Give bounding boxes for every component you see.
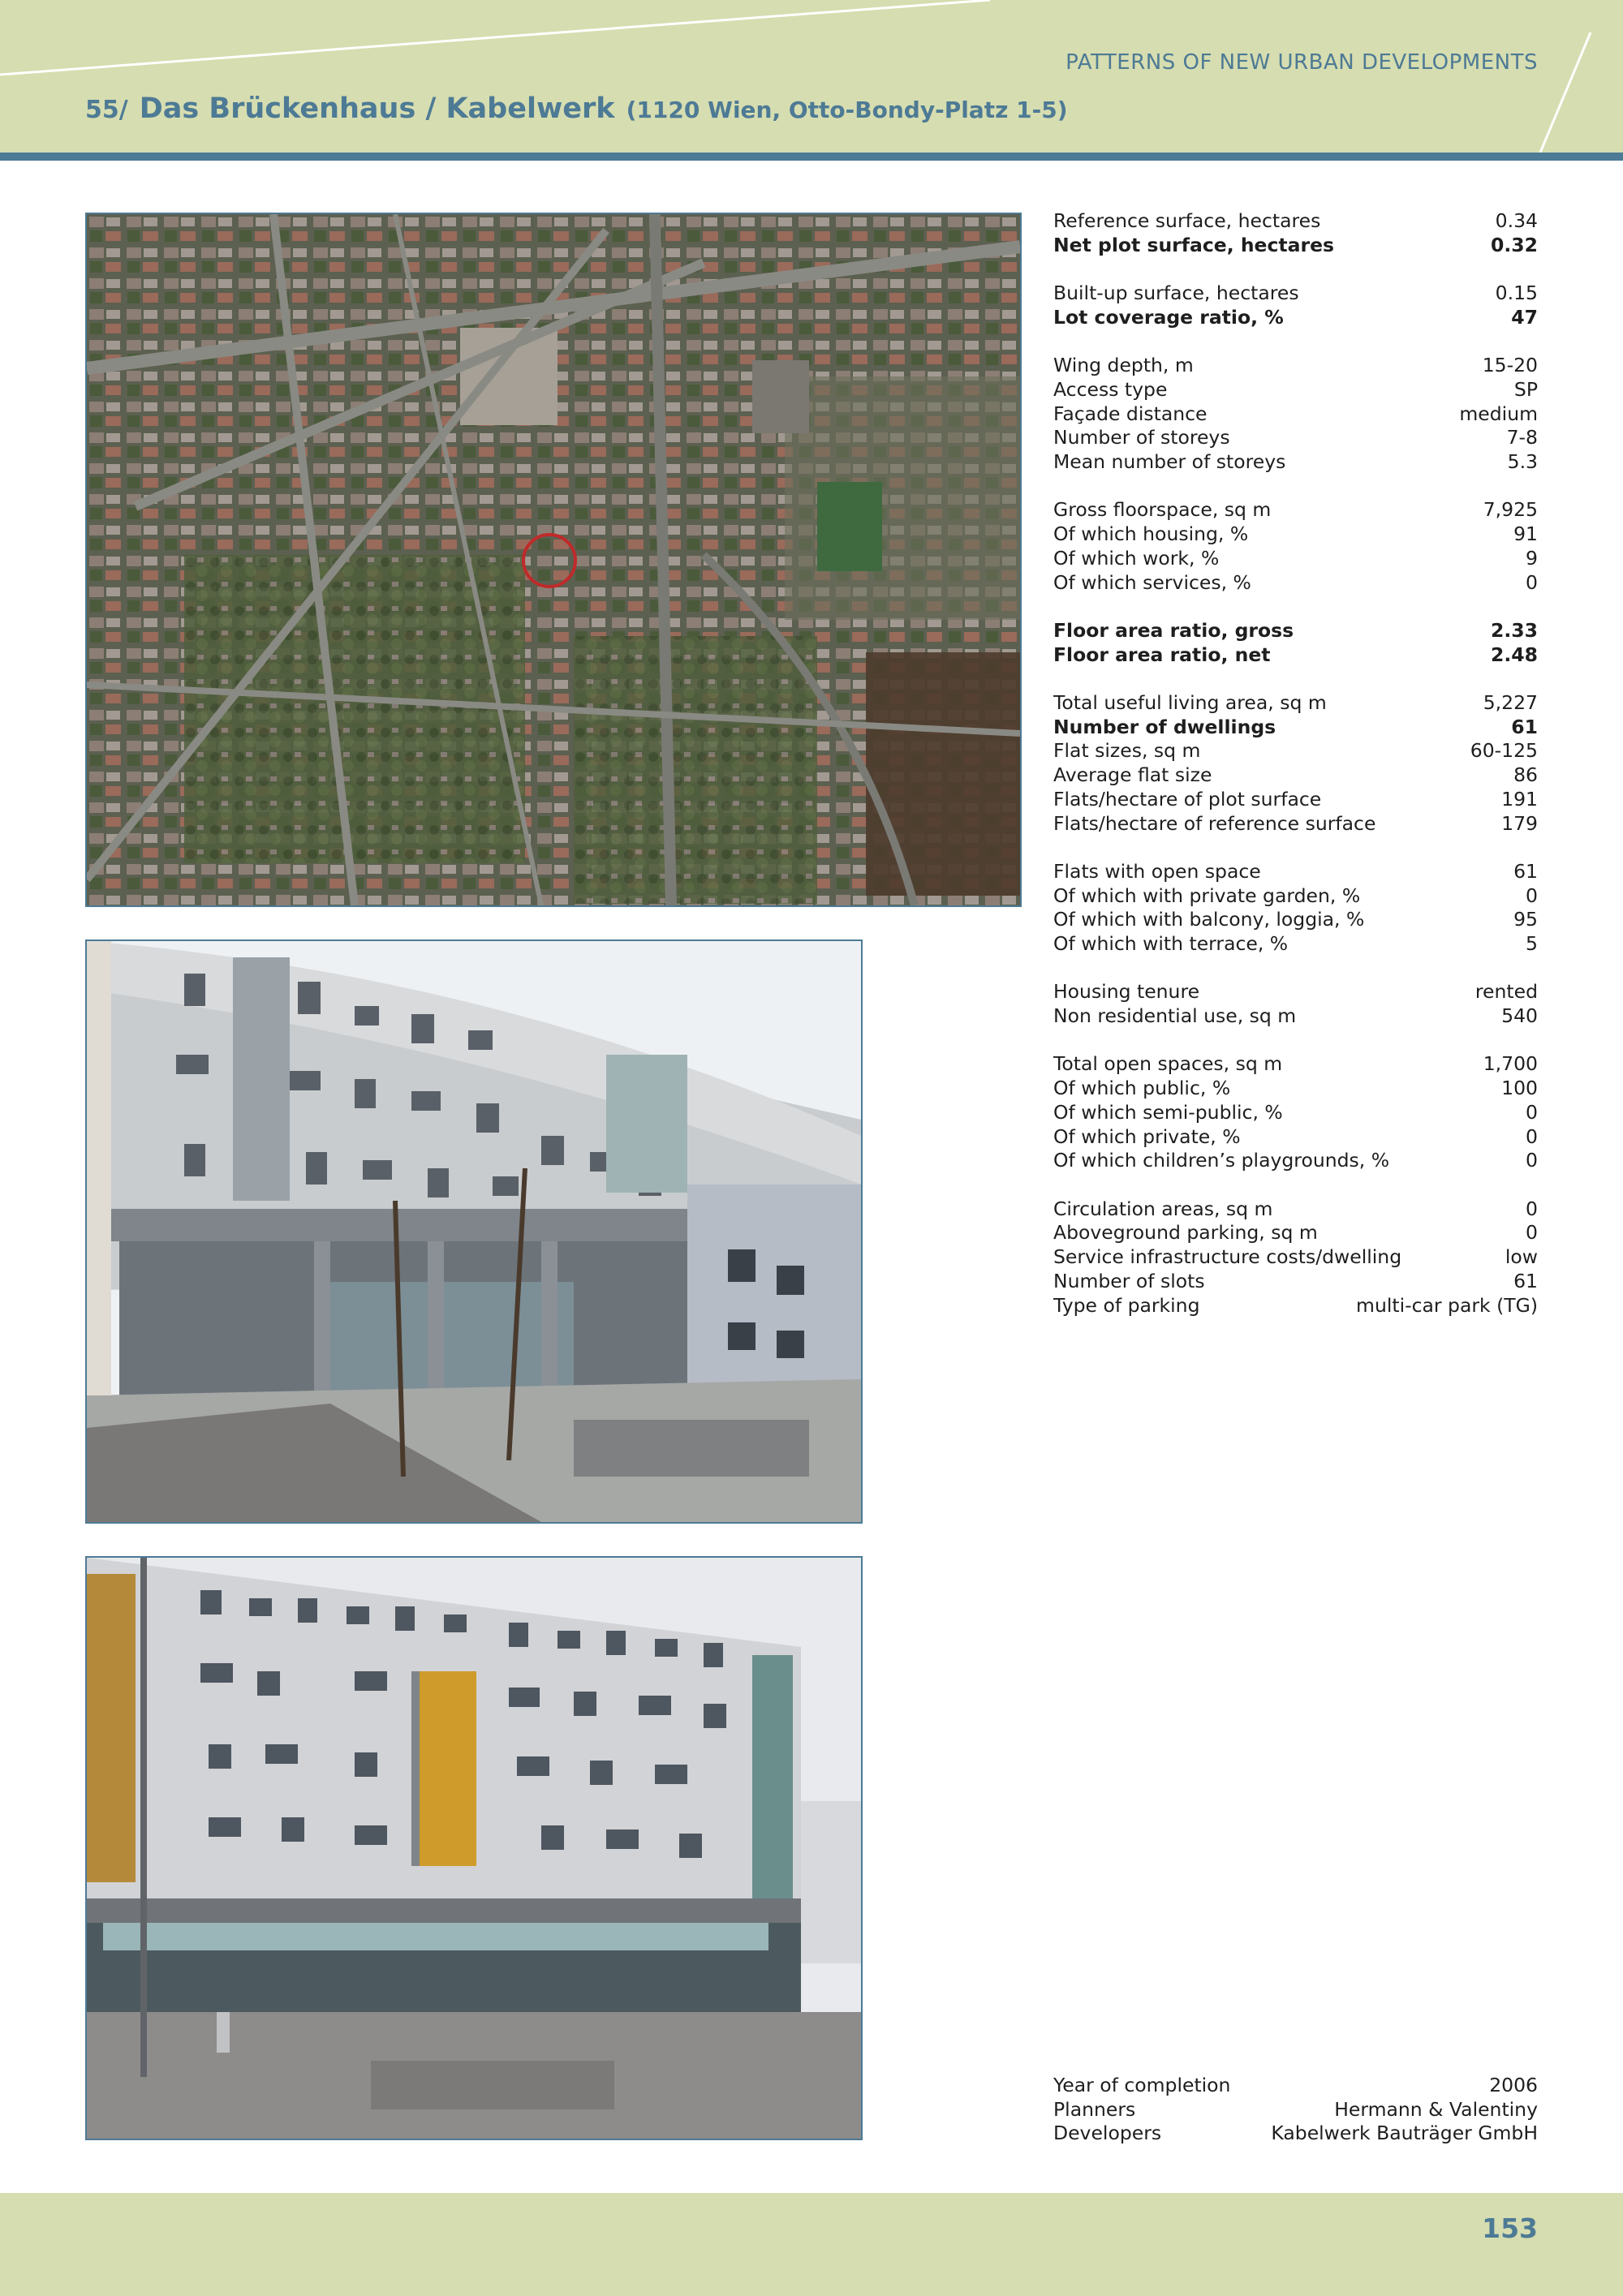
data-row <box>1053 1077 1538 1101</box>
data-value: 0.34 <box>1495 209 1538 232</box>
credit-value: 2006 <box>1489 2074 1538 2096</box>
data-table <box>1053 209 1538 1342</box>
data-label: Of which private, % <box>1053 1124 1241 1148</box>
data-value: 5,227 <box>1483 690 1538 714</box>
data-group <box>1053 282 1538 329</box>
data-value: 0 <box>1526 1197 1538 1220</box>
data-row <box>1053 1245 1538 1270</box>
data-group <box>1053 860 1538 957</box>
data-value: 95 <box>1513 908 1538 931</box>
data-value: 60-125 <box>1470 739 1538 763</box>
building-photo-2 <box>85 1556 863 2140</box>
data-value: 0 <box>1526 1100 1538 1124</box>
data-label: Total useful living area, sq m <box>1053 690 1327 714</box>
data-group <box>1053 980 1538 1028</box>
credit-row <box>1053 2122 1538 2146</box>
data-label: Of which public, % <box>1053 1077 1231 1100</box>
data-label: Number of storeys <box>1053 426 1230 449</box>
data-row <box>1053 209 1538 234</box>
data-label: Flats/hectare of reference surface <box>1053 811 1376 835</box>
data-label: Access type <box>1053 377 1168 401</box>
data-label: Non residential use, sq m <box>1053 1004 1297 1028</box>
data-row <box>1053 378 1538 402</box>
data-label: Average flat size <box>1053 763 1212 787</box>
data-group <box>1053 498 1538 595</box>
data-label: Lot coverage ratio, % <box>1053 305 1284 329</box>
credit-label: Year of completion <box>1053 2074 1231 2096</box>
data-value: 5.3 <box>1507 450 1538 473</box>
data-value: 61 <box>1511 715 1538 738</box>
data-label: Façade distance <box>1053 402 1208 425</box>
data-label: Reference surface, hectares <box>1053 209 1321 232</box>
data-row <box>1053 812 1538 836</box>
project-number: 55/ <box>85 96 128 124</box>
data-group <box>1053 619 1538 667</box>
credit-value: Kabelwerk Bauträger GmbH <box>1271 2122 1538 2145</box>
data-value: 7,925 <box>1483 498 1538 522</box>
data-value: 15-20 <box>1482 354 1538 377</box>
data-value: 61 <box>1513 859 1538 883</box>
data-value: 9 <box>1526 546 1538 570</box>
data-group <box>1053 354 1538 475</box>
data-row <box>1053 426 1538 450</box>
data-row <box>1053 498 1538 522</box>
data-group <box>1053 1197 1538 1318</box>
data-label: Net plot surface, hectares <box>1053 233 1335 256</box>
data-row <box>1053 547 1538 571</box>
data-value: 191 <box>1501 787 1538 810</box>
data-value: 0 <box>1526 1124 1538 1148</box>
credit-row <box>1053 2098 1538 2122</box>
data-label: Of which housing, % <box>1053 522 1249 546</box>
data-value: 47 <box>1511 305 1538 329</box>
data-value: 2.48 <box>1491 643 1538 666</box>
data-row <box>1053 282 1538 306</box>
data-label: Wing depth, m <box>1053 354 1194 377</box>
data-value: 2.33 <box>1491 618 1538 642</box>
data-row <box>1053 716 1538 740</box>
data-row <box>1053 884 1538 909</box>
data-label: Floor area ratio, gross <box>1053 618 1294 642</box>
credit-value: Hermann & Valentiny <box>1334 2097 1538 2121</box>
data-row <box>1053 1101 1538 1125</box>
data-row <box>1053 860 1538 884</box>
data-row <box>1053 450 1538 475</box>
data-group <box>1053 209 1538 257</box>
building-photo-1 <box>85 939 863 1524</box>
data-label: Of which work, % <box>1053 546 1220 570</box>
data-row <box>1053 1221 1538 1245</box>
credit-label: Developers <box>1053 2122 1162 2145</box>
data-row <box>1053 932 1538 957</box>
data-row <box>1053 402 1538 427</box>
data-label: Flat sizes, sq m <box>1053 739 1201 763</box>
data-value: 100 <box>1501 1077 1538 1100</box>
data-row <box>1053 1004 1538 1029</box>
project-credits <box>1053 2074 1538 2146</box>
data-row <box>1053 691 1538 716</box>
page-title <box>85 92 1068 125</box>
data-value: 86 <box>1513 763 1538 787</box>
data-row <box>1053 1294 1538 1318</box>
data-label: Total open spaces, sq m <box>1053 1052 1283 1076</box>
data-label: Of which services, % <box>1053 570 1251 594</box>
data-value: 0 <box>1526 1149 1538 1172</box>
data-value: 0 <box>1526 884 1538 907</box>
data-row <box>1053 980 1538 1004</box>
series-title: PATTERNS OF NEW URBAN DEVELOPMENTS <box>1065 50 1538 75</box>
data-row <box>1053 1052 1538 1077</box>
data-label: Of which children’s playgrounds, % <box>1053 1149 1390 1172</box>
data-row <box>1053 1149 1538 1173</box>
data-value: 0 <box>1526 570 1538 594</box>
data-row <box>1053 522 1538 547</box>
data-value: 0 <box>1526 1221 1538 1245</box>
data-row <box>1053 1197 1538 1222</box>
footer-band <box>0 2193 1623 2296</box>
data-row <box>1053 306 1538 330</box>
data-value: multi-car park (TG) <box>1356 1293 1538 1317</box>
data-value: 1,700 <box>1483 1052 1538 1076</box>
data-value: 179 <box>1501 811 1538 835</box>
data-row <box>1053 571 1538 595</box>
data-row <box>1053 763 1538 788</box>
data-label: Mean number of storeys <box>1053 450 1286 473</box>
data-value: 0.32 <box>1491 233 1538 256</box>
data-label: Housing tenure <box>1053 980 1200 1004</box>
project-address: (1120 Wien, Otto-Bondy-Platz 1-5) <box>626 97 1068 123</box>
aerial-photo <box>85 213 1022 907</box>
credit-label: Planners <box>1053 2097 1136 2121</box>
data-label: Type of parking <box>1053 1293 1200 1317</box>
data-label: Of which semi-public, % <box>1053 1100 1283 1124</box>
data-value: 0.15 <box>1495 282 1538 305</box>
data-value: 540 <box>1501 1004 1538 1028</box>
data-row <box>1053 619 1538 643</box>
data-label: Gross floorspace, sq m <box>1053 498 1272 522</box>
data-label: Circulation areas, sq m <box>1053 1197 1273 1220</box>
header-decorative-lines <box>0 0 1623 154</box>
data-row <box>1053 1125 1538 1150</box>
page-number: 153 <box>1482 2212 1538 2244</box>
data-value: 5 <box>1526 932 1538 955</box>
credit-row <box>1053 2074 1538 2098</box>
data-value: SP <box>1513 377 1538 401</box>
data-value: 7-8 <box>1506 426 1538 449</box>
data-row <box>1053 788 1538 812</box>
data-row <box>1053 354 1538 378</box>
data-row <box>1053 1270 1538 1294</box>
data-value: low <box>1505 1245 1538 1269</box>
data-label: Floor area ratio, net <box>1053 643 1271 666</box>
data-label: Number of slots <box>1053 1269 1205 1292</box>
data-group <box>1053 691 1538 836</box>
header-rule <box>0 153 1623 161</box>
data-label: Service infrastructure costs/dwelling <box>1053 1245 1402 1269</box>
data-value: 61 <box>1513 1269 1538 1292</box>
data-value: rented <box>1474 980 1538 1004</box>
data-label: Flats/hectare of plot surface <box>1053 787 1322 810</box>
project-name: Das Brückenhaus / Kabelwerk <box>139 92 615 125</box>
data-label: Number of dwellings <box>1053 715 1276 738</box>
data-row <box>1053 739 1538 763</box>
data-label: Built-up surface, hectares <box>1053 282 1299 305</box>
data-row <box>1053 234 1538 258</box>
data-label: Aboveground parking, sq m <box>1053 1221 1318 1245</box>
data-value: medium <box>1459 402 1538 425</box>
data-label: Of which with terrace, % <box>1053 932 1289 955</box>
data-label: Of which with private garden, % <box>1053 884 1361 907</box>
data-row <box>1053 908 1538 932</box>
data-value: 91 <box>1513 522 1538 546</box>
data-label: Of which with balcony, loggia, % <box>1053 908 1365 931</box>
data-group <box>1053 1052 1538 1173</box>
data-row <box>1053 643 1538 668</box>
data-label: Flats with open space <box>1053 859 1261 883</box>
